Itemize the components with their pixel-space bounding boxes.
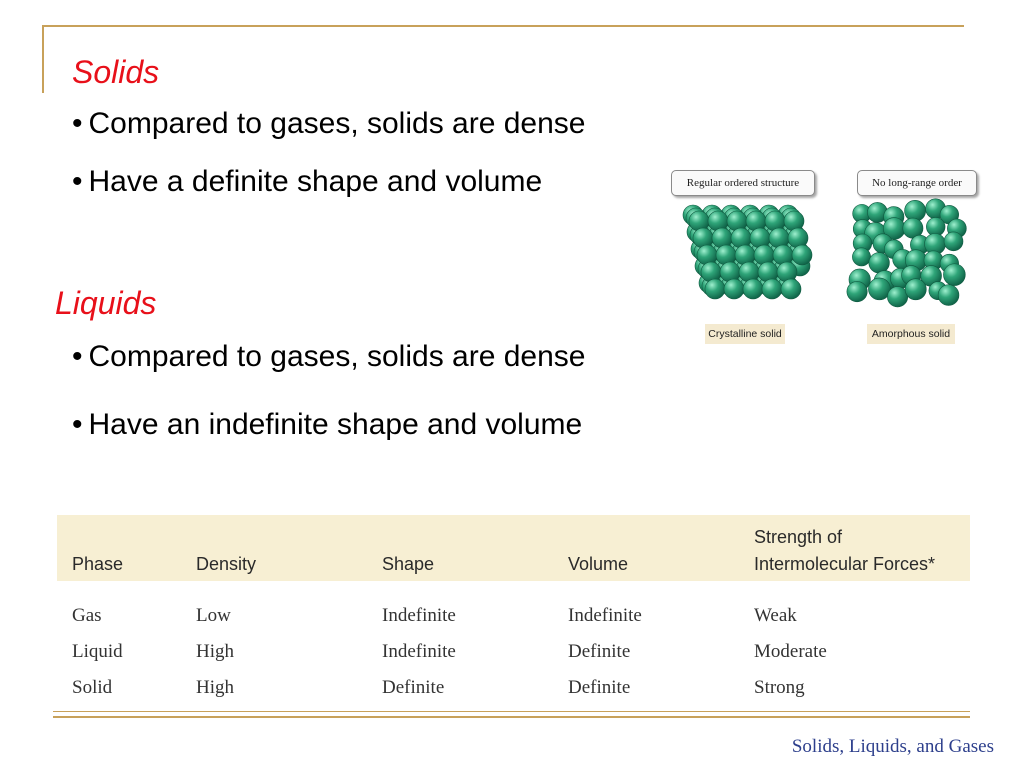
sphere-atom	[735, 245, 755, 265]
sphere-atom	[746, 211, 766, 231]
table-cell: Definite	[568, 641, 631, 662]
table-bottom-rule	[53, 711, 970, 712]
sphere-atom	[754, 245, 774, 265]
sphere-atom	[769, 228, 789, 248]
crystalline-lattice-illustration	[683, 203, 807, 307]
sphere-atom	[784, 211, 804, 231]
sphere-atom	[701, 262, 721, 282]
header-intermolecular: Intermolecular Forces*	[754, 554, 936, 574]
sphere-atom	[847, 281, 867, 301]
sphere-atom	[750, 228, 770, 248]
sphere-atom	[708, 211, 728, 231]
liquids-bullet-2	[72, 410, 582, 440]
sphere-atom	[743, 279, 763, 299]
table-cell: Solid	[72, 677, 113, 698]
left-border-line	[42, 25, 44, 93]
sphere-atom	[781, 279, 801, 299]
sphere-atom	[727, 211, 747, 231]
sphere-atom	[731, 228, 751, 248]
footer-title: Solids, Liquids, and Gases	[791, 736, 994, 757]
sphere-atom	[943, 264, 965, 286]
sphere-atom	[792, 245, 812, 265]
sphere-atom	[944, 232, 963, 251]
header-shape: Shape	[382, 554, 435, 574]
sphere-atom	[689, 211, 709, 231]
amorphous-caption: Amorphous solid	[867, 324, 955, 344]
sphere-atom	[762, 279, 782, 299]
bullet-glyph: •	[72, 340, 83, 373]
crystalline-caption: Crystalline solid	[705, 324, 785, 344]
table-cell: Definite	[568, 677, 631, 698]
table-cell: Liquid	[72, 641, 123, 662]
table-cell: Low	[196, 605, 231, 626]
table-cell: Indefinite	[382, 641, 456, 662]
table-cell: Indefinite	[382, 605, 456, 626]
bullet-glyph: •	[72, 408, 83, 441]
table-cell: Indefinite	[568, 605, 642, 626]
sphere-atom	[720, 262, 740, 282]
bullet-glyph: •	[72, 107, 83, 140]
header-strength: Strength of	[754, 527, 843, 547]
no-long-range-label: No long-range order	[857, 170, 977, 196]
liquids-heading: Liquids	[55, 285, 157, 321]
table-bottom-rule-thick	[53, 716, 970, 718]
table-cell: High	[196, 677, 234, 698]
header-phase: Phase	[72, 554, 124, 574]
table-cell: Definite	[382, 677, 445, 698]
table-cell: High	[196, 641, 234, 662]
bullet-text: Compared to gases, solids are dense	[88, 340, 586, 373]
sphere-atom	[705, 279, 725, 299]
sphere-atom	[712, 228, 732, 248]
header-volume: Volume	[568, 554, 629, 574]
solids-heading: Solids	[72, 54, 160, 90]
sphere-atom	[724, 279, 744, 299]
sphere-atom	[869, 253, 890, 274]
bullet-text: Have an indefinite shape and volume	[88, 408, 583, 441]
sphere-atom	[739, 262, 759, 282]
sphere-atom	[697, 245, 717, 265]
top-border-line	[42, 25, 964, 27]
amorphous-solid-illustration	[850, 203, 974, 311]
sphere-atom	[887, 287, 907, 307]
sphere-atom	[765, 211, 785, 231]
table-cell: Weak	[754, 605, 797, 626]
bullet-glyph: •	[72, 165, 83, 198]
sphere-atom	[758, 262, 778, 282]
sphere-atom	[777, 262, 797, 282]
solids-bullet-2	[72, 167, 542, 197]
sphere-atom	[905, 279, 926, 300]
liquids-bullet-1	[72, 342, 585, 372]
sphere-atom	[852, 248, 870, 266]
table-cell: Gas	[72, 605, 102, 626]
solids-bullet-1	[72, 109, 585, 139]
sphere-atom	[716, 245, 736, 265]
sphere-atom	[773, 245, 793, 265]
sphere-atom	[788, 228, 808, 248]
sphere-atom	[938, 285, 959, 306]
header-density: Density	[196, 554, 257, 574]
sphere-atom	[693, 228, 713, 248]
regular-ordered-label: Regular ordered structure	[671, 170, 815, 196]
bullet-text: Have a definite shape and volume	[88, 165, 543, 198]
table-cell: Moderate	[754, 641, 827, 662]
bullet-text: Compared to gases, solids are dense	[88, 107, 586, 140]
table-cell: Strong	[754, 677, 805, 698]
